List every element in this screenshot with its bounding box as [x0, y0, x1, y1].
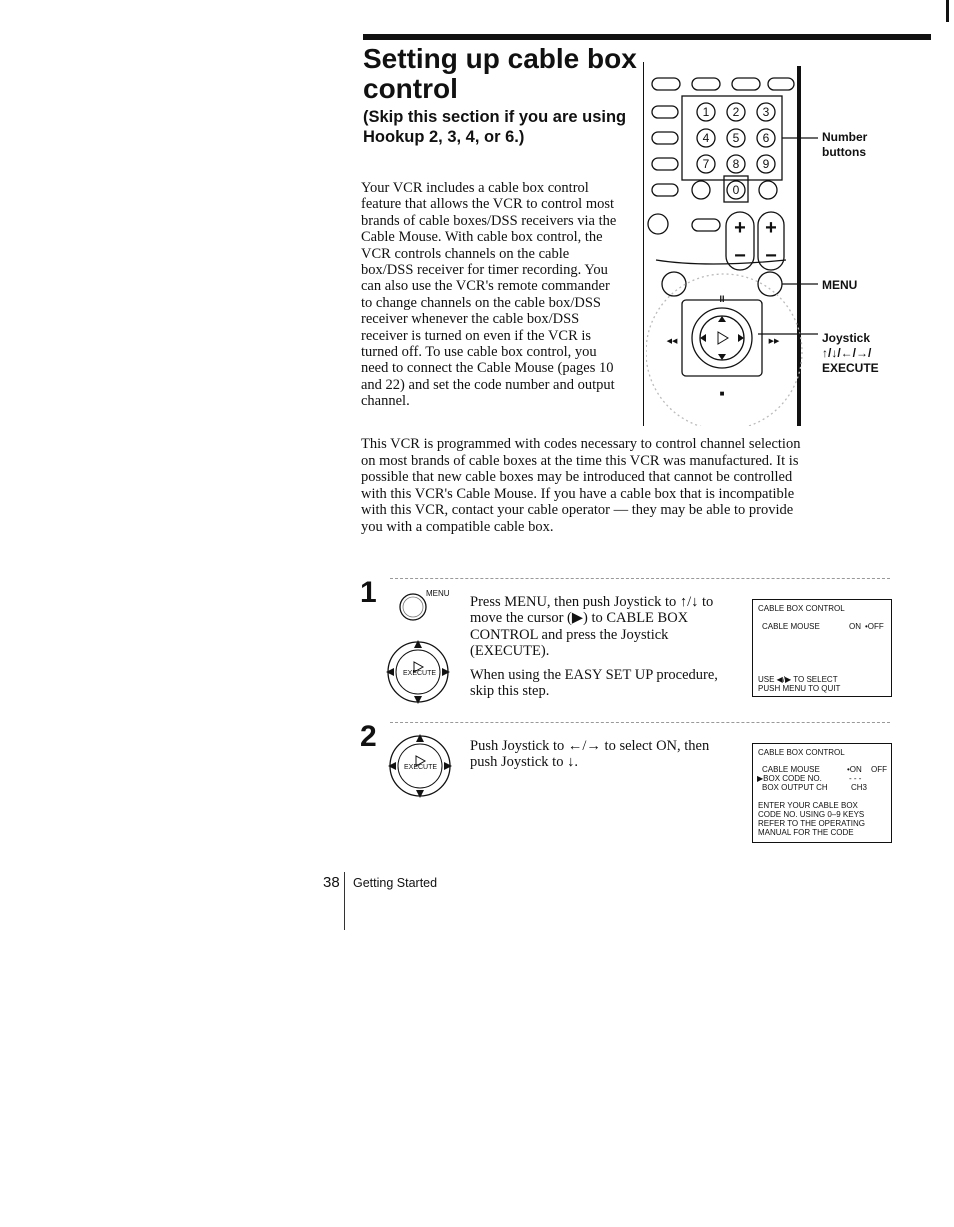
step1-divider — [390, 578, 890, 579]
screen2-footer4: MANUAL FOR THE CODE — [758, 828, 854, 837]
screen2-footer1: ENTER YOUR CABLE BOX — [758, 801, 858, 810]
key-4: 4 — [702, 131, 710, 145]
arrow-up-icon — [718, 316, 726, 322]
key-0: 0 — [732, 183, 740, 197]
step2-instruction: Push Joystick to ←/→ to select ON, then push Joystick to ↓. — [470, 738, 710, 771]
screen2-cable-mouse: CABLE MOUSE — [762, 765, 820, 774]
intro-paragraph: Your VCR includes a cable box control feature that allows the VCR to control most brands of cable boxes/DSS receivers via the Cable Mouse. With cable box control, the VCR controls channels on the cable box/DSS receiver for timer recording. You can also use the VCR's remote commander to change channels on the cable box/DSS receiver whenever the cable box/DSS receiver is turned on even if the VCR is turned off. To use cable box control, you need to connect the Cable Mouse (pages 10 and 22) and set the code number and output channel. — [361, 180, 617, 410]
screen2-option-off: OFF — [871, 765, 887, 774]
screen2-option-on: •ON — [847, 765, 862, 774]
label-menu: MENU — [822, 278, 858, 292]
step2-number: 2 — [360, 720, 377, 753]
step2-execute-label: EXECUTE — [404, 764, 438, 771]
page-number: 38 — [323, 874, 340, 891]
arrow-down-icon — [718, 354, 726, 360]
label-number-buttons: Number buttons — [822, 130, 868, 159]
key-5: 5 — [732, 131, 740, 145]
step2-screen — [752, 743, 892, 843]
screen2-output-ch-value: CH3 — [851, 783, 868, 792]
key-6: 6 — [762, 131, 770, 145]
screen2-box-code: ▶BOX CODE NO. — [757, 774, 822, 783]
page-edge-mark — [946, 0, 949, 22]
key-2: 2 — [732, 105, 740, 119]
stop-key: ■ — [719, 389, 725, 398]
step1-number: 1 — [360, 576, 377, 609]
step1-note: When using the EASY SET UP procedure, skip this step. — [470, 667, 718, 700]
section-name: Getting Started — [353, 876, 438, 890]
screen2-output-ch: BOX OUTPUT CH — [762, 783, 828, 792]
key-7: 7 — [702, 157, 710, 171]
ff-key: ▶▶ — [768, 338, 780, 345]
arrow-left-icon — [700, 334, 706, 342]
footer-divider — [344, 872, 345, 930]
pause-key: II — [719, 294, 725, 304]
key-1: 1 — [702, 105, 710, 119]
minus-key: − — [734, 245, 746, 267]
screen1-title: CABLE BOX CONTROL — [758, 604, 845, 613]
rew-key: ◀◀ — [666, 338, 678, 345]
header-rule — [363, 34, 931, 40]
label-joystick-arrows: ↑/↓/←/→/ — [822, 346, 872, 360]
execute-icon — [718, 332, 728, 344]
screen1-option-on: ON — [849, 622, 861, 631]
step1-menu-label: MENU — [426, 589, 450, 598]
compatibility-paragraph: This VCR is programmed with codes necessary to control channel selection on most brands of cable boxes at the time this VCR was manufactured. It is possible that new cable boxes may be introduced that cannot be controlled with this VCR's Cable Mouse. If you have a cable box that is incompatible with this VCR, contact your cable operator — they may be able to provide you with a compatible cable box. — [361, 436, 801, 535]
screen1-footer2: PUSH MENU TO QUIT — [758, 684, 841, 693]
plus-key-2: + — [765, 217, 777, 239]
screen2-footer2: CODE NO. USING 0–9 KEYS — [758, 810, 865, 819]
menu-button-icon — [398, 592, 428, 622]
step2-divider — [390, 722, 890, 723]
label-joystick-group — [822, 331, 879, 376]
screen1-option-off: •OFF — [865, 622, 884, 631]
label-joystick: Joystick — [822, 331, 871, 345]
arrow-right-icon — [738, 334, 744, 342]
minus-key-2: − — [765, 245, 777, 267]
screen1-footer1: USE ◀/▶ TO SELECT — [758, 675, 838, 684]
page-title: Setting up cable box control — [363, 43, 637, 104]
step1-execute-label: EXECUTE — [403, 670, 437, 677]
label-execute: EXECUTE — [822, 361, 879, 375]
figure-left-rule — [643, 62, 644, 426]
key-8: 8 — [732, 157, 740, 171]
plus-key: + — [734, 217, 746, 239]
screen2-title: CABLE BOX CONTROL — [758, 748, 845, 757]
step1-instruction: Press MENU, then push Joystick to ↑/↓ to move the cursor (▶) to CABLE BOX CONTROL and press the Joystick (EXECUTE). — [470, 594, 714, 660]
screen2-box-code-value: - - - — [849, 774, 862, 783]
page-subtitle: (Skip this section if you are using Hookup 2, 3, 4, or 6.) — [363, 108, 627, 146]
remote-control-illustration — [646, 62, 822, 426]
key-3: 3 — [762, 105, 770, 119]
key-9: 9 — [762, 157, 770, 171]
screen1-cable-mouse: CABLE MOUSE — [762, 622, 820, 631]
screen2-footer3: REFER TO THE OPERATING — [758, 819, 865, 828]
step1-screen — [752, 599, 892, 697]
